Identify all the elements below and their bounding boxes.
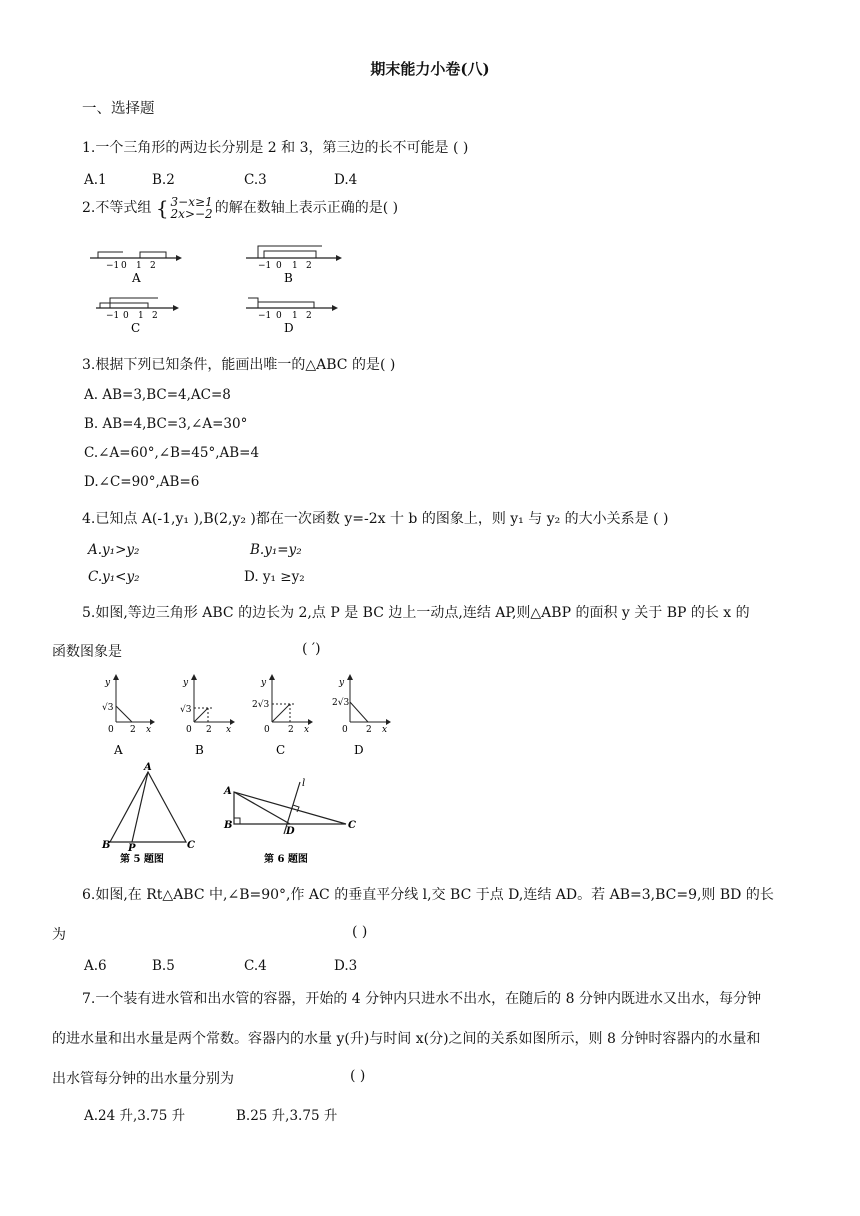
- svg-text:y: y: [183, 678, 189, 688]
- q1-option-a: A.1: [84, 172, 107, 188]
- number-line-d: [246, 298, 338, 335]
- q7-option-a: A.24 升,3.75 升: [84, 1108, 186, 1124]
- svg-text:0: 0: [108, 725, 114, 735]
- svg-text:2: 2: [366, 725, 372, 735]
- svg-text:0: 0: [276, 311, 282, 321]
- svg-text:0: 0: [123, 311, 129, 321]
- fig6-caption: 第 6 题图: [264, 854, 308, 865]
- graph-a-sqrt3: √3: [102, 703, 114, 713]
- svg-text:A: A: [224, 786, 232, 797]
- question-4: 4.已知点 A(-1,y₁ ),B(2,y₂ )都在一次函数 y=-2x 十 b 的图象上，则 y₁ 与 y₂ 的大小关系是 ( ): [82, 511, 669, 527]
- svg-text:1: 1: [292, 261, 298, 271]
- inequality-2: 2x>−2: [170, 207, 213, 221]
- graph-d-2sqrt3: 2√3: [332, 698, 350, 708]
- svg-text:−1: −1: [106, 261, 120, 271]
- question-2: [82, 196, 398, 220]
- page-title: 期末能力小卷(八): [370, 60, 490, 78]
- svg-text:−1: −1: [258, 261, 272, 271]
- svg-text:B: B: [102, 840, 111, 851]
- q2-suffix: 的解在数轴上表示正确的是( ): [214, 200, 399, 216]
- q6-option-b: B.5: [152, 958, 175, 974]
- inequality-1: 3−x≥1: [170, 195, 213, 209]
- geometry-figures: [96, 762, 376, 868]
- graph-a: [102, 674, 155, 757]
- q1-option-d: D.4: [334, 172, 358, 188]
- graph-c-2sqrt3: 2√3: [252, 700, 270, 710]
- fig-label-d: D: [284, 321, 294, 335]
- svg-text:1: 1: [138, 311, 144, 321]
- svg-text:P: P: [128, 843, 136, 854]
- svg-text:2: 2: [152, 311, 158, 321]
- svg-text:l: l: [302, 778, 306, 789]
- q6-option-d: D.3: [334, 958, 358, 974]
- fig-label-c: C: [131, 321, 141, 335]
- figure-5-triangle: [101, 762, 195, 865]
- question-5-line2: 函数图象是: [52, 644, 122, 660]
- svg-text:0: 0: [121, 261, 127, 271]
- section-heading: 一、选择题: [82, 101, 155, 117]
- svg-text:x: x: [382, 725, 388, 735]
- svg-text:−1: −1: [106, 311, 120, 321]
- fig-label-b: B: [284, 271, 293, 285]
- q3-option-a: A. AB=3,BC=4,AC=8: [84, 387, 231, 403]
- svg-text:D: D: [286, 826, 295, 837]
- graph-b: [180, 674, 235, 757]
- q3-option-d: D.∠C=90°,AB=6: [84, 474, 200, 490]
- svg-text:1: 1: [292, 311, 298, 321]
- svg-text:2: 2: [150, 261, 156, 271]
- svg-text:0: 0: [264, 725, 270, 735]
- svg-text:2: 2: [306, 261, 312, 271]
- svg-text:x: x: [146, 725, 152, 735]
- question-6-line2: 为: [52, 927, 66, 943]
- inequality-system: [171, 196, 213, 220]
- question-7-line1: 7.一个装有进水管和出水管的容器，开始的 4 分钟内只进水不出水，在随后的 8 分钟内既进水又出水，每分钟: [82, 991, 761, 1007]
- question-7-line3: 出水管每分钟的出水量分别为: [52, 1071, 234, 1087]
- question-1: 1.一个三角形的两边长分别是 2 和 3，第三边的长不可能是 ( ): [82, 140, 469, 156]
- svg-text:2: 2: [306, 311, 312, 321]
- question-3: 3.根据下列已知条件，能画出唯一的△ABC 的是( ): [82, 357, 396, 373]
- svg-text:0: 0: [342, 725, 348, 735]
- q3-option-c: C.∠A=60°,∠B=45°,AB=4: [84, 445, 260, 461]
- q2-prefix: 2.不等式组: [82, 200, 156, 216]
- graph-c: [252, 674, 313, 757]
- svg-text:−1: −1: [258, 311, 272, 321]
- graph-label-a: A: [114, 743, 123, 757]
- svg-text:0: 0: [276, 261, 282, 271]
- fig5-caption: 第 5 题图: [120, 854, 164, 865]
- svg-text:y: y: [105, 678, 111, 688]
- q4-option-d: D. y₁ ≥y₂: [244, 569, 305, 585]
- question-7-paren: ( ): [350, 1068, 366, 1084]
- svg-text:A: A: [144, 762, 152, 773]
- number-line-figures-b-d: [244, 240, 364, 340]
- fig-label-a: A: [132, 271, 141, 285]
- svg-text:B: B: [224, 820, 233, 831]
- question-5-paren: ( ′): [302, 641, 321, 657]
- svg-text:2: 2: [130, 725, 136, 735]
- q4-option-b: B.y₁=y₂: [250, 542, 302, 558]
- q4-option-c: C.y₁<y₂: [88, 569, 140, 585]
- q3-option-b: B. AB=4,BC=3,∠A=30°: [84, 416, 248, 432]
- question-6-paren: ( ): [352, 924, 368, 940]
- svg-text:y: y: [339, 678, 345, 688]
- q1-option-c: C.3: [244, 172, 267, 188]
- q7-option-b: B.25 升,3.75 升: [236, 1108, 338, 1124]
- svg-text:C: C: [187, 840, 195, 851]
- q6-option-c: C.4: [244, 958, 267, 974]
- question-7-line2: 的进水量和出水量是两个常数。容器内的水量 y(升)与时间 x(分)之间的关系如图所示，则 8 分钟时容器内的水量和: [52, 1031, 761, 1047]
- number-line-a: [90, 252, 182, 285]
- svg-text:y: y: [261, 678, 267, 688]
- q5-answer-graphs: [88, 672, 408, 762]
- graph-label-b: B: [195, 743, 204, 757]
- question-6-line1: 6.如图,在 Rt△ABC 中,∠B=90°,作 AC 的垂直平分线 l,交 BC 于点 D,连结 AD。若 AB=3,BC=9,则 BD 的长: [82, 887, 774, 903]
- graph-d: [332, 674, 391, 757]
- svg-text:2: 2: [206, 725, 212, 735]
- q6-option-a: A.6: [84, 958, 107, 974]
- q4-option-a: A.y₁>y₂: [88, 542, 140, 558]
- svg-text:2: 2: [288, 725, 294, 735]
- brace-icon: {: [155, 196, 169, 220]
- svg-text:C: C: [348, 820, 356, 831]
- graph-label-c: C: [276, 743, 286, 757]
- graph-label-d: D: [354, 743, 364, 757]
- figure-6-triangle: [223, 778, 356, 865]
- svg-text:1: 1: [136, 261, 142, 271]
- number-line-c: [96, 298, 179, 335]
- question-5-line1: 5.如图,等边三角形 ABC 的边长为 2,点 P 是 BC 边上一动点,连结 AP,则△ABP 的面积 y 关于 BP 的长 x 的: [82, 605, 750, 621]
- graph-b-sqrt3: √3: [180, 705, 192, 715]
- q1-option-b: B.2: [152, 172, 175, 188]
- number-line-b: [246, 246, 342, 285]
- svg-text:x: x: [226, 725, 232, 735]
- svg-text:x: x: [304, 725, 310, 735]
- svg-text:0: 0: [186, 725, 192, 735]
